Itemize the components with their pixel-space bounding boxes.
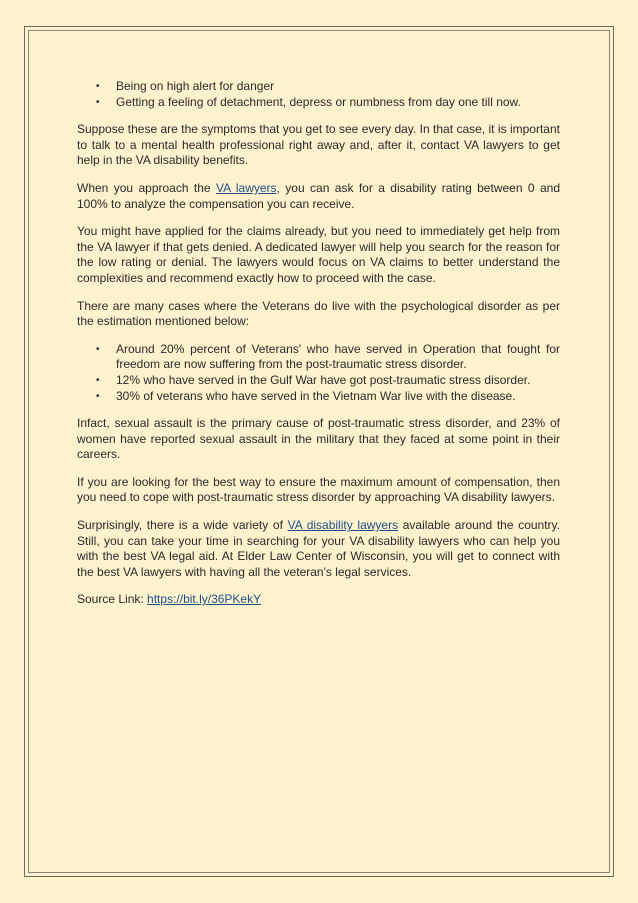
source-line xyxy=(77,592,560,608)
list-item: • 30% of veterans who have served in the Vietnam War live with the disease. xyxy=(96,388,516,403)
bullet-icon: • xyxy=(96,374,100,386)
paragraph-compensation: If you are looking for the best way to ensure the maximum amount of compensation, then you need to cope with post-traumatic stress disorder by approaching VA disability lawyers. xyxy=(77,474,560,505)
list-item: • Around 20% percent of Veterans' who have served in Operation that fought for freedom are now suffering from the post-traumatic stress disorder. xyxy=(96,341,560,372)
source-label: Source Link: xyxy=(77,592,148,607)
paragraph-claims: You might have applied for the claims already, but you need to immediately get help from the VA lawyer if that gets denied. A dedicated lawyer will help you search for the reason for the low rating or denial. The lawyers would focus on VA claims to better understand the complexities and recommend exactly how to proceed with the case. xyxy=(77,224,560,285)
va-lawyers-link[interactable]: VA lawyers xyxy=(216,180,277,195)
bullet-icon: • xyxy=(96,96,100,108)
document-body xyxy=(77,79,560,620)
statistics-list xyxy=(77,342,560,404)
paragraph-variety: Surprisingly, there is a wide variety of VA disability lawyers available around the country. Still, you can take your time in searching for your VA disability lawyers who can help you with the best VA legal aid. At Elder Law Center of Wisconsin, you will get to connect with the best VA lawyers with having all the veteran's legal services. xyxy=(77,518,560,579)
bullet-icon: • xyxy=(96,81,100,92)
bullet-icon: • xyxy=(96,390,100,402)
bullet-icon: • xyxy=(96,343,100,355)
list-item: • Getting a feeling of detachment, depress or numbness from day one till now. xyxy=(96,94,521,109)
paragraph-approach: When you approach the VA lawyers, you can ask for a disability rating between 0 and 100% to analyze the compensation you can receive. xyxy=(77,180,560,211)
list-item: • Being on high alert for danger xyxy=(96,79,275,93)
source-link[interactable]: https://bit.ly/36PKekY xyxy=(147,592,262,607)
va-disability-lawyers-link[interactable]: VA disability lawyers xyxy=(287,518,399,533)
symptom-list xyxy=(77,79,560,110)
list-item: • 12% who have served in the Gulf War have got post-traumatic stress disorder. xyxy=(96,372,531,387)
paragraph-symptoms: Suppose these are the symptoms that you get to see every day. In that case, it is important to talk to a mental health professional right away and, after it, contact VA lawyers to get help in the VA disability benefits. xyxy=(77,122,560,168)
paragraph-assault: Infact, sexual assault is the primary cause of post-traumatic stress disorder, and 23% of women have reported sexual assault in the military that they faced at some point in their careers. xyxy=(77,416,560,462)
paragraph-cases: There are many cases where the Veterans do live with the psychological disorder as per the estimation mentioned below: xyxy=(77,298,560,329)
